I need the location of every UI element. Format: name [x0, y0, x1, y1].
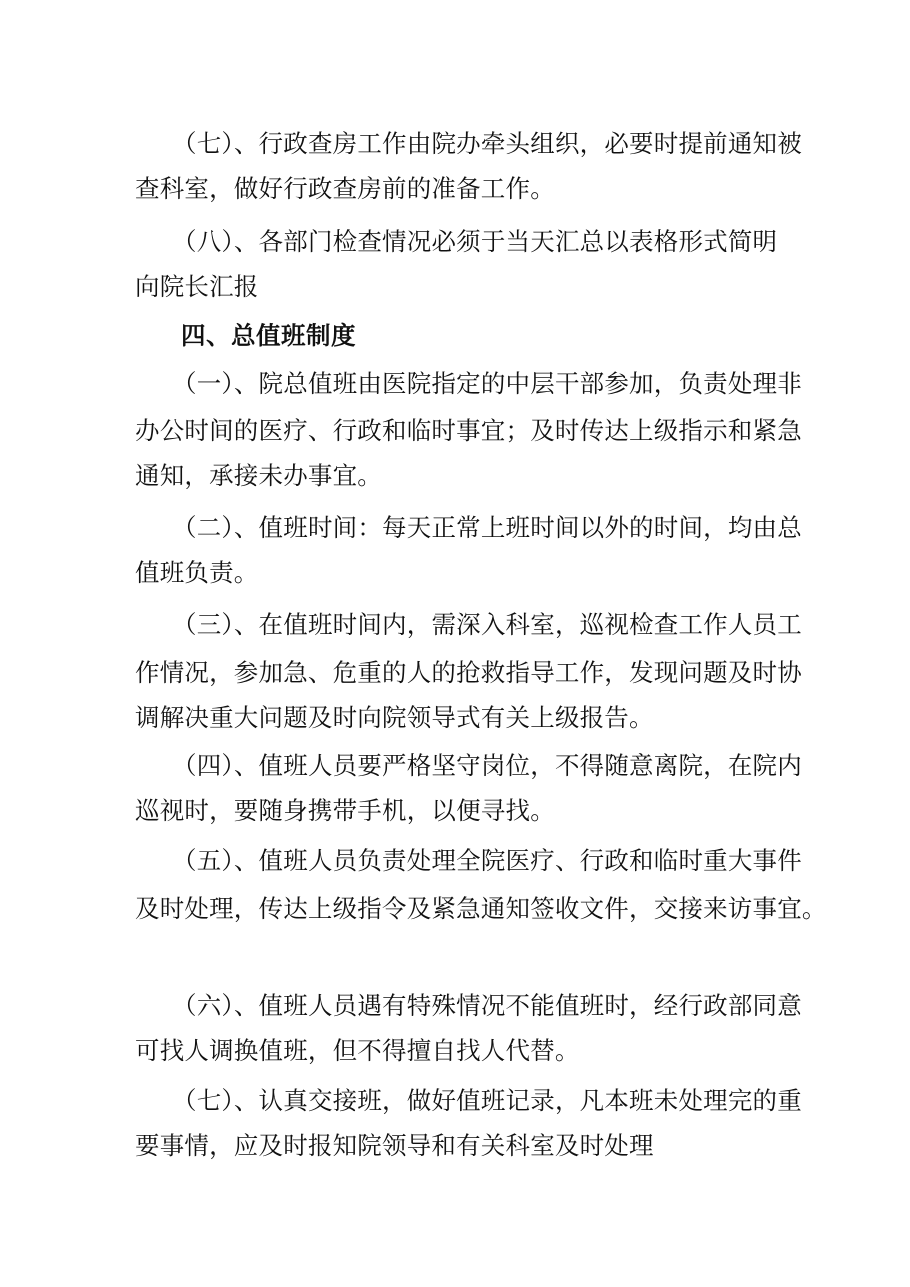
paragraph-line: （一）、院总值班由医院指定的中层干部参加，负责处理非 — [172, 369, 802, 398]
paragraph-line: 查科室，做好行政查房前的准备工作。 — [135, 174, 555, 203]
paragraph-line: 调解决重大问题及时向院领导式有关上级报告。 — [135, 703, 654, 732]
paragraph-line: 向院长汇报 — [135, 272, 259, 301]
paragraph-line: （四）、值班人员要严格坚守岗位，不得随意离院，在院内 — [172, 751, 802, 780]
paragraph-line: 作情况，参加急、危重的人的抢救指导工作，发现问题及时协 — [135, 658, 802, 687]
paragraph-line: 办公时间的医疗、行政和临时事宜；及时传达上级指示和紧急 — [135, 416, 802, 445]
paragraph-line: （六）、值班人员遇有特殊情况不能值班时，经行政部同意 — [172, 991, 802, 1020]
paragraph-line: （七）、行政查房工作由院办牵头组织，必要时提前通知被 — [172, 129, 802, 158]
paragraph-line: 通知，承接未办事宜。 — [135, 461, 382, 490]
paragraph-line: 巡视时，要随身携带手机，以便寻找。 — [135, 796, 555, 825]
paragraph-line: （七）、认真交接班，做好值班记录，凡本班未处理完的重 — [172, 1086, 802, 1115]
paragraph-line: （二）、值班时间：每天正常上班时间以外的时间，均由总 — [172, 513, 802, 542]
paragraph-line: 值班负责。 — [135, 558, 259, 587]
paragraph-line: （三）、在值班时间内，需深入科室，巡视检查工作人员工 — [172, 610, 802, 639]
paragraph-line: 可找人调换值班，但不得擅自找人代替。 — [135, 1036, 580, 1065]
paragraph-line: （五）、值班人员负责处理全院医疗、行政和临时重大事件 — [172, 846, 802, 875]
section-heading: 四、总值班制度 — [181, 321, 356, 350]
paragraph-line: （八）、各部门检查情况必须于当天汇总以表格形式简明 — [172, 227, 778, 256]
paragraph-line: 及时处理，传达上级指令及紧急通知签收文件，交接来访事宜。 — [135, 894, 827, 923]
paragraph-line: 要事情，应及时报知院领导和有关科室及时处理 — [135, 1131, 654, 1160]
